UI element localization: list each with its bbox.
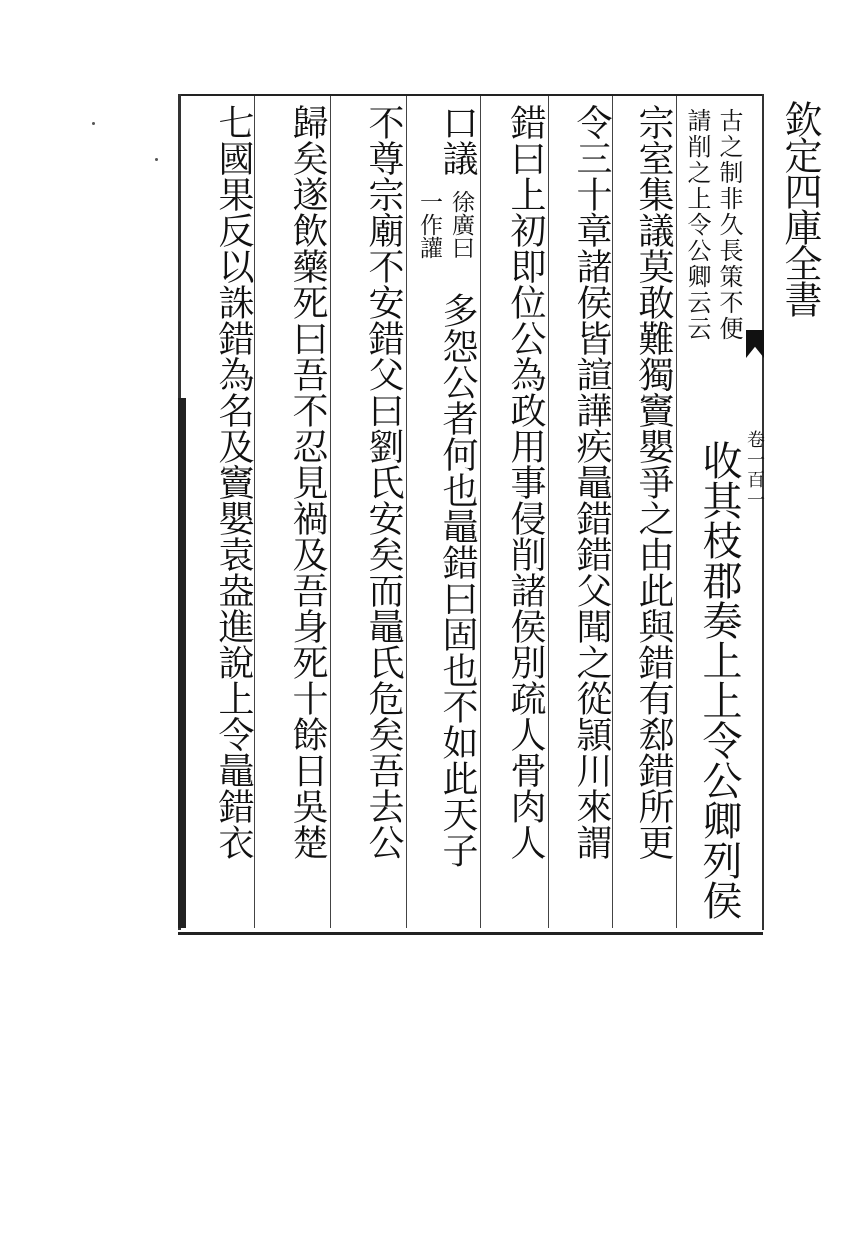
annotation-column-right: 古之制非久長策不便: [715, 108, 743, 342]
text-column-7: 歸矣遂飲藥死曰吾不忍見禍及吾身死十餘日吳楚: [287, 104, 328, 860]
text-column-2: 宗室集議莫敢難獨竇嬰爭之由此與錯有郄錯所更: [633, 104, 674, 860]
annotation-yi-zuo: 一作讙: [416, 190, 442, 259]
column-rule: [612, 96, 613, 928]
annotation-column-left: 請削之上令公卿云云: [683, 108, 711, 342]
binding-shadow: [178, 398, 186, 928]
column-rule: [254, 96, 255, 928]
text-column-5-head: 口議: [437, 104, 478, 176]
book-title: 欽定四庫全書: [778, 100, 822, 316]
column-rule: [330, 96, 331, 928]
text-column-4: 錯曰上初即位公為政用事侵削諸侯別疏人骨肉人: [505, 104, 546, 860]
column-rule: [480, 96, 481, 928]
column-rule: [548, 96, 549, 928]
speckle: [155, 158, 158, 161]
speckle: [92, 122, 95, 125]
annotation-xu-guang: 徐廣曰: [448, 190, 474, 259]
text-column-1-tail: 收其枝郡奏上上令公卿列侯: [696, 440, 742, 920]
text-column-3: 令三十章諸侯皆諠譁疾鼂錯錯父聞之從頴川來謂: [571, 104, 612, 860]
column-rule: [406, 96, 407, 928]
text-column-6: 不尊宗廟不安錯父曰劉氏安矣而鼂氏危矣吾去公: [363, 104, 404, 860]
text-column-5-body: 多怨公者何也鼂錯曰固也不如此天子: [437, 292, 478, 868]
volume-number: 卷一百一: [744, 430, 765, 510]
column-rule: [676, 96, 677, 928]
text-column-8: 七國果反以誅錯為名及竇嬰袁盎進說上令鼂錯衣: [213, 104, 254, 860]
